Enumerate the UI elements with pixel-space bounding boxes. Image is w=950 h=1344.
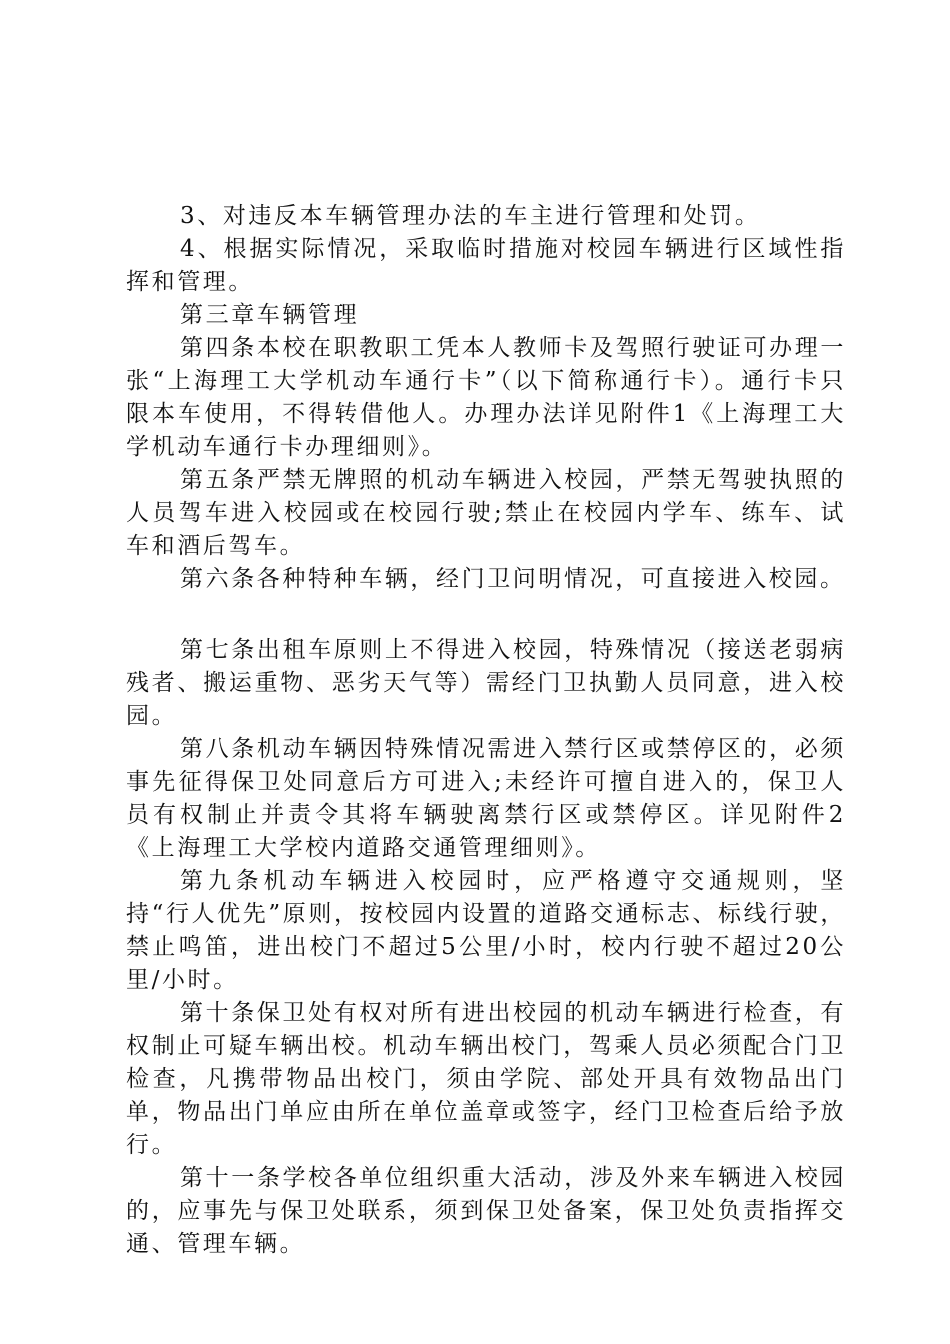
document-body [126,200,846,1261]
article-4: 第四条本校在职教职工凭本人教师卡及驾照行驶证可办理一张“上海理工大学机动车通行卡”（以下简称通行卡）。通行卡只限本车使用，不得转借他人。办理办法详见附件1《上海理工大学机动车通行卡办理细则》。 [126,335,846,460]
paragraph-item-4: 4、根据实际情况，采取临时措施对校园车辆进行区域性指挥和管理。 [126,236,846,295]
article-6: 第六条各种特种车辆，经门卫问明情况，可直接进入校园。 [180,566,846,592]
paragraph-item-3: 3、对违反本车辆管理办法的车主进行管理和处罚。 [180,203,761,229]
chapter-heading: 第三章车辆管理 [180,302,360,328]
article-7: 第七条出租车原则上不得进入校园，特殊情况（接送老弱病残者、搬运重物、恶劣天气等）需经门卫执勤人员同意，进入校园。 [126,637,846,729]
article-10: 第十条保卫处有权对所有进出校园的机动车辆进行检查，有权制止可疑车辆出校。机动车辆出校门，驾乘人员必须配合门卫检查，凡携带物品出校门，须由学院、部处开具有效物品出门单，物品出门单应由所在单位盖章或签字，经门卫检查后给予放行。 [126,1000,846,1158]
article-11: 第十一条学校各单位组织重大活动，涉及外来车辆进入校园的，应事先与保卫处联系，须到保卫处备案，保卫处负责指挥交通、管理车辆。 [126,1165,846,1257]
article-8: 第八条机动车辆因特殊情况需进入禁行区或禁停区的，必须事先征得保卫处同意后方可进入;未经许可擅自进入的，保卫人员有权制止并责令其将车辆驶离禁行区或禁停区。详见附件2《上海理工大学校内道路交通管理细则》。 [126,736,846,861]
article-9: 第九条机动车辆进入校园时，应严格遵守交通规则，坚持“行人优先”原则，按校园内设置的道路交通标志、标线行驶，禁止鸣笛，进出校门不超过5公里/小时，校内行驶不超过20公里/小时。 [126,868,846,993]
article-5: 第五条严禁无牌照的机动车辆进入校园，严禁无驾驶执照的人员驾车进入校园或在校园行驶;禁止在校园内学车、练车、试车和酒后驾车。 [126,467,846,559]
